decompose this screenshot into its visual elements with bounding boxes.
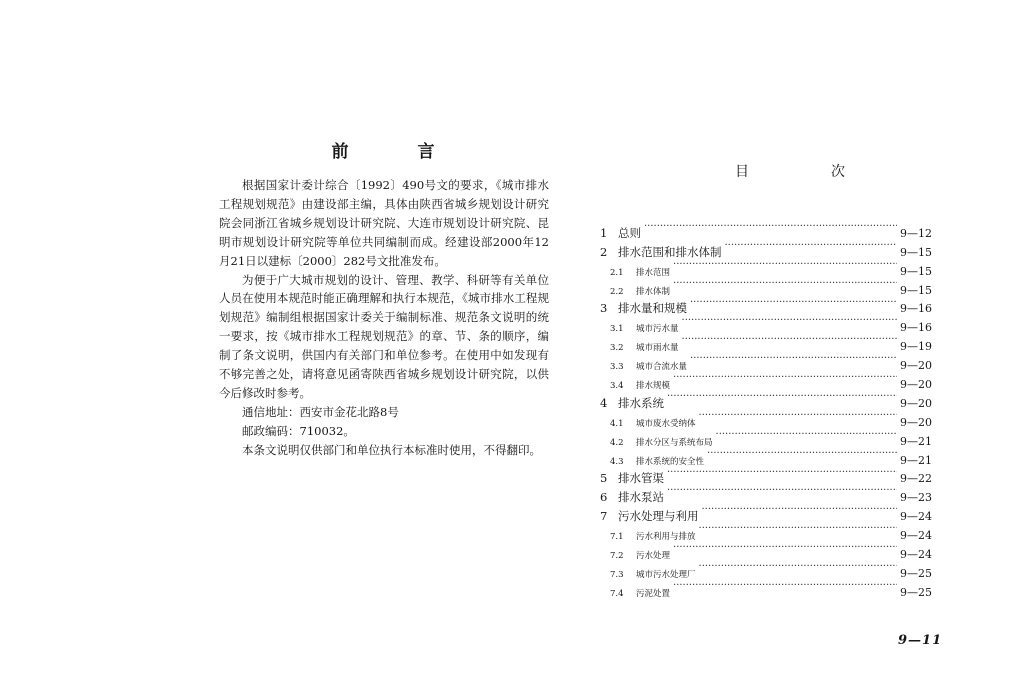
toc-leader-dots — [667, 464, 897, 483]
toc-entry-label: 排水系统 — [618, 395, 664, 410]
toc-entry-page: 9—12 — [900, 226, 932, 240]
toc-entry-page: 9—21 — [900, 453, 932, 467]
toc-entry-page: 9—20 — [900, 396, 932, 410]
toc-entry-number: 2.2 — [610, 286, 624, 297]
toc-entry-page: 9—15 — [900, 283, 932, 297]
toc-entry-number: 4.1 — [610, 418, 624, 429]
toc-leader-dots — [682, 312, 897, 331]
toc-leader-dots — [667, 388, 897, 407]
toc-entry-label: 总则 — [618, 225, 641, 240]
toc-entry-label: 排水体制 — [636, 286, 671, 297]
toc-entry-page: 9—20 — [900, 415, 932, 429]
toc-entry-number: 6 — [600, 490, 608, 505]
toc-leader-dots — [667, 482, 897, 501]
toc-entry-number: 3.2 — [610, 343, 624, 354]
toc-entry-page: 9—15 — [900, 264, 932, 278]
toc-entry-label: 污水处理 — [636, 551, 671, 562]
toc-entry-number: 4.3 — [610, 456, 624, 467]
toc-entry-number: 7.2 — [610, 551, 624, 562]
toc-entry-number: 2 — [600, 244, 608, 259]
toc-leader-dots — [707, 445, 897, 464]
usage-notice: 本条文说明仅供部门和单位执行本标准时使用，不得翻印。 — [242, 442, 541, 457]
toc-entry-label: 城市雨水量 — [636, 343, 679, 354]
toc-entry-label: 排水范围和排水体制 — [618, 244, 722, 259]
toc-entry-page: 9—16 — [900, 302, 932, 316]
toc-entry[interactable] — [600, 237, 932, 259]
toc-entry-page: 9—19 — [900, 340, 932, 354]
toc-leader-dots — [673, 256, 897, 275]
toc-entry-number: 4 — [600, 395, 608, 410]
toc-entry-page: 9—24 — [900, 529, 932, 543]
toc-entry-number: 3 — [600, 301, 608, 316]
toc-entry-page: 9—25 — [900, 585, 932, 599]
toc-entry-page: 9—22 — [900, 472, 932, 486]
toc-entry-page: 9—24 — [900, 510, 932, 524]
toc-entry-label: 城市废水受纳体 — [636, 418, 696, 429]
toc-entry-number: 7.4 — [610, 588, 624, 599]
toc-entry-label: 污泥处置 — [636, 588, 671, 599]
toc-leader-dots — [725, 237, 898, 256]
toc-entry-page: 9—20 — [900, 359, 932, 373]
toc-entry[interactable] — [600, 218, 932, 240]
toc-leader-dots — [673, 369, 897, 388]
postal-code: 邮政编码：710032。 — [242, 423, 355, 438]
mailing-address: 通信地址：西安市金花北路8号 — [242, 404, 399, 419]
toc-entry-label: 排水泵站 — [618, 490, 664, 505]
toc-entry-page: 9—25 — [900, 566, 932, 580]
toc-leader-dots — [673, 577, 897, 596]
toc-entry-number: 2.1 — [610, 267, 624, 278]
toc-entry-label: 排水规模 — [636, 381, 671, 392]
toc-leader-dots — [673, 539, 897, 558]
toc-entry-label: 排水分区与系统布局 — [636, 437, 713, 448]
toc-leader-dots — [644, 218, 897, 237]
page-number: 9—11 — [898, 633, 943, 648]
toc-entry-label: 排水管渠 — [618, 471, 664, 486]
toc-entry-label: 城市污水量 — [636, 324, 679, 335]
toc-entry-number: 7.1 — [610, 532, 624, 543]
toc-entry-page: 9—21 — [900, 434, 932, 448]
toc-leader-dots — [690, 294, 897, 313]
table-of-contents — [600, 218, 932, 599]
toc-entry-label: 城市污水处理厂 — [636, 569, 696, 580]
toc-entry-page: 9—24 — [900, 548, 932, 562]
toc-entry-label: 排水量和规模 — [618, 301, 687, 316]
toc-entry-page: 9—23 — [900, 491, 932, 505]
toc-entry-number: 4.2 — [610, 437, 624, 448]
toc-entry-label: 污水利用与排放 — [636, 532, 696, 543]
toc-leader-dots — [699, 407, 897, 426]
toc-leader-dots — [702, 501, 898, 520]
toc-entry-number: 7.3 — [610, 569, 624, 580]
toc-entry-page: 9—16 — [900, 321, 932, 335]
toc-entry-label: 污水处理与利用 — [618, 509, 699, 524]
toc-leader-dots — [699, 558, 897, 577]
toc-entry-number: 7 — [600, 509, 608, 524]
toc-entry-label: 排水范围 — [636, 267, 671, 278]
toc-leader-dots — [716, 426, 897, 445]
toc-leader-dots — [690, 350, 897, 369]
preface-paragraph: 根据国家计委计综合〔1992〕490号文的要求，《城市排水工程规划规范》由建设部主编，具体由陕西省城乡规划设计研究院会同浙江省城乡规划设计研究院、大连市规划设计研究院、昆明市规划设计研究院等单位共同编制而成。经建设部2000年12月21日以建标〔2000〕282号文批准发布。 — [219, 178, 549, 268]
toc-entry-label: 城市合流水量 — [636, 362, 688, 373]
toc-leader-dots — [682, 331, 897, 350]
toc-entry-page: 9—15 — [900, 245, 932, 259]
toc-leader-dots — [673, 275, 897, 294]
toc-entry-page: 9—20 — [900, 378, 932, 392]
toc-entry-number: 3.3 — [610, 362, 624, 373]
toc-leader-dots — [699, 520, 897, 539]
preface-paragraph: 为便于广大城市规划的设计、管理、教学、科研等有关单位人员在使用本规范时能正确理解和执行本规范，《城市排水工程规划规范》编制组根据国家计委关于编制标准、规范条文说明的统一要求，按《城市排水工程规划规范》的章、节、条的顺序，编制了条文说明，供国内有关部门和单位参考。在使用中如发现有不够完善之处，请将意见函寄陕西省城乡规划设计研究院，以供今后修改时参考。 — [219, 272, 549, 400]
toc-entry-number: 1 — [600, 225, 608, 240]
toc-title: 目 次 — [735, 164, 879, 180]
preface-title: 前 言 — [331, 142, 461, 162]
preface-section — [219, 140, 549, 460]
toc-entry-number: 3.4 — [610, 381, 624, 392]
toc-entry-number: 3.1 — [610, 324, 624, 335]
toc-entry-label: 排水系统的安全性 — [636, 456, 705, 467]
toc-entry-number: 5 — [600, 471, 608, 486]
